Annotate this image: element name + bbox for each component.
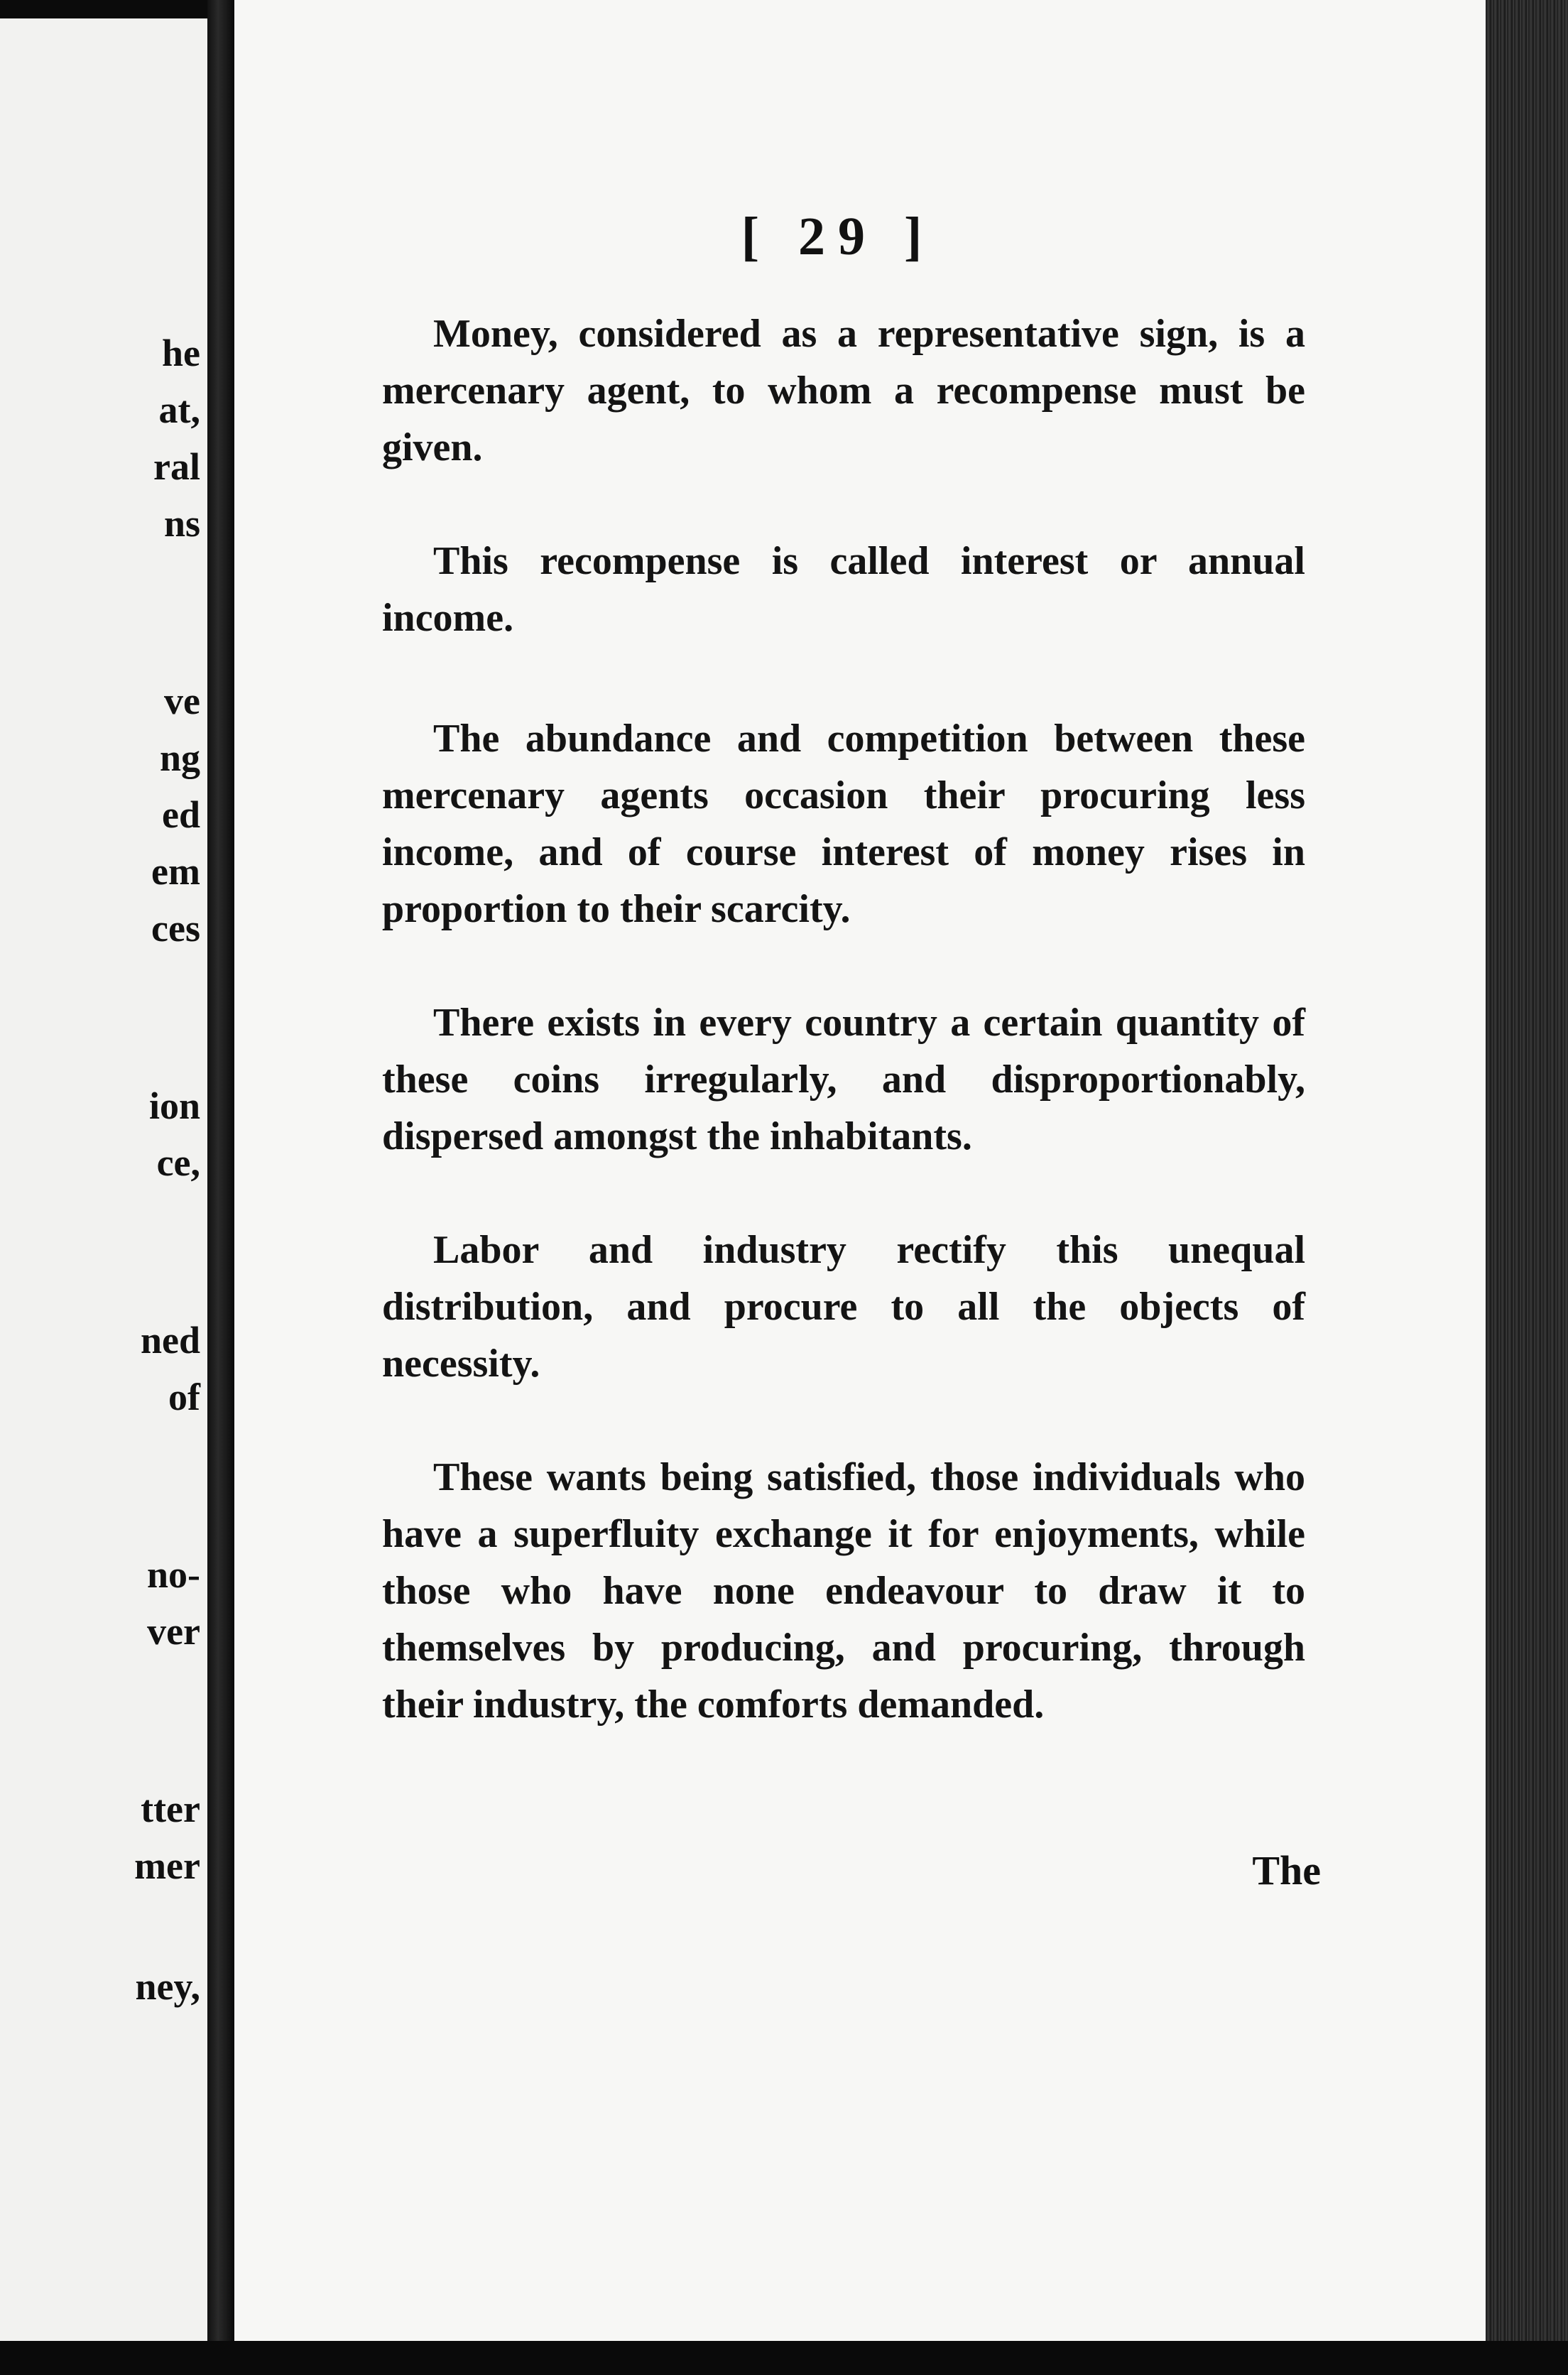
left-page-text: ve [164, 680, 200, 722]
paragraph: These wants being satisfied, those individuals who have a superfluity exchange it for enjoyments, while those who have none endeavour to draw it to themselves by producing, and procuring, through their industry, the comforts demanded. [382, 1455, 1305, 1727]
page-number: [ 29 ] [741, 207, 935, 266]
left-page-text: ned [140, 1319, 200, 1362]
left-page-text: ral [153, 445, 200, 488]
paragraph: Labor and industry rectify this unequal distribution, and procure to all the objects of necessity. [382, 1228, 1305, 1386]
left-page-text: no- [146, 1553, 200, 1596]
left-page-text: ed [162, 793, 200, 836]
left-page-text: ces [151, 907, 200, 950]
left-page-text: em [151, 850, 200, 893]
page-edge [1486, 0, 1568, 2375]
book-gutter [207, 0, 234, 2375]
paragraph: The abundance and competition between these mercenary agents occasion their procuring less income, and of course interest of money rises in proportion to their scarcity. [382, 717, 1305, 931]
catchword: The [1252, 1847, 1321, 1893]
left-page-text: ion [148, 1085, 200, 1127]
left-page-text: tter [141, 1788, 200, 1830]
left-page-text: ns [163, 502, 200, 545]
left-page-text: ney, [135, 1965, 200, 2008]
scan-border [0, 2341, 1568, 2375]
left-page-text: of [168, 1376, 200, 1418]
paragraph: There exists in every country a certain quantity of these coins irregularly, and disproportionably, dispersed amongst the inhabitants. [382, 1001, 1305, 1158]
left-page-text: ng [159, 737, 200, 779]
paragraph: Money, considered as a representative sign, is a mercenary agent, to whom a recompense must be given. [382, 312, 1305, 469]
paragraph: This recompense is called interest or annual income. [382, 539, 1305, 640]
left-page-text: at, [158, 388, 200, 431]
left-page-fragment [0, 18, 212, 2341]
left-page-text: ce, [156, 1141, 200, 1184]
left-page-text: he [162, 332, 200, 374]
left-page-text: mer [134, 1844, 200, 1887]
left-page-text: ver [147, 1610, 200, 1653]
